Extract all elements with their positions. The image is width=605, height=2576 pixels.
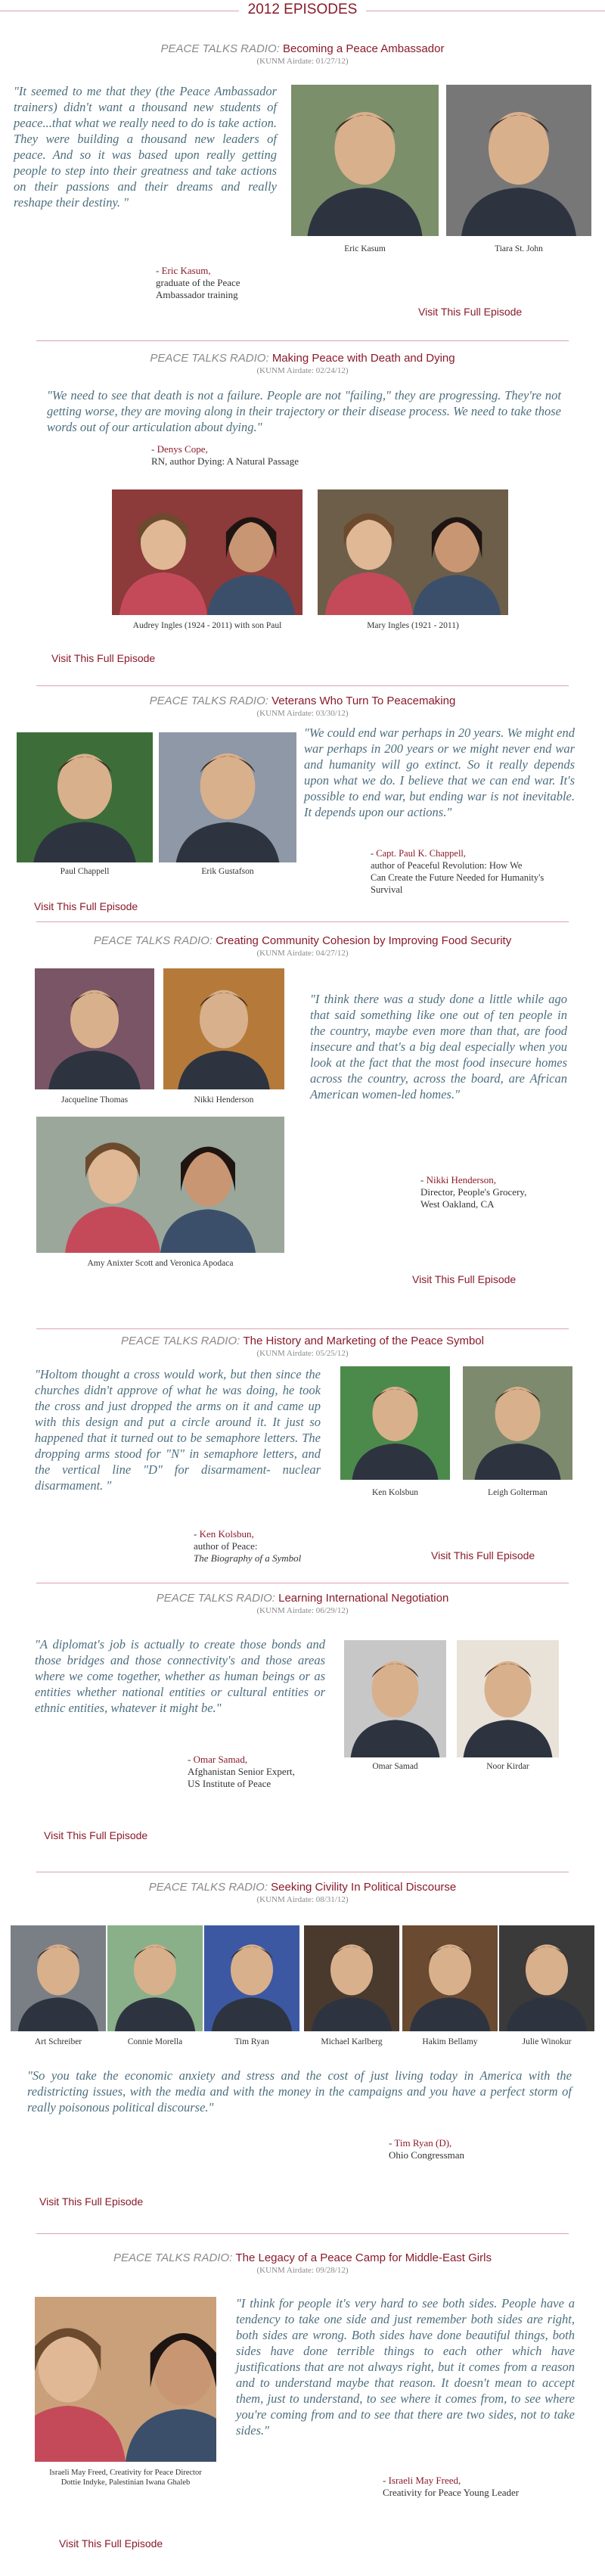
show-prefix: PEACE TALKS RADIO: <box>160 42 283 55</box>
episode-title: Veterans Who Turn To Peacemaking <box>271 694 456 707</box>
photo-julie-winokur <box>499 1925 594 2031</box>
year-heading: 2012 EPISODES <box>239 2 366 18</box>
caption: Mary Ingles (1921 - 2011) <box>367 621 459 630</box>
show-prefix: PEACE TALKS RADIO: <box>93 934 216 947</box>
attribution-line: Ambassador training <box>156 289 238 300</box>
photo-connie-morella <box>107 1925 203 2031</box>
caption: Erik Gustafson <box>201 867 254 876</box>
caption: Leigh Golterman <box>488 1488 548 1497</box>
show-prefix: PEACE TALKS RADIO: <box>148 1881 271 1894</box>
caption: Tiara St. John <box>495 244 543 253</box>
photo-amy-and-veronica <box>36 1117 284 1253</box>
attribution-name: Denys Cope, <box>157 443 208 455</box>
photo-nikki-henderson <box>163 968 284 1089</box>
episode-6-attribution: - Omar Samad, Afghanistan Senior Expert, US Institute of Peace <box>188 1754 295 1789</box>
episode-6-visit-link[interactable]: Visit This Full Episode <box>44 1829 148 1841</box>
attribution-line: RN, author Dying: A Natural Passage <box>151 455 299 467</box>
divider <box>36 1328 569 1329</box>
photo-ken-kolsbun <box>340 1366 450 1480</box>
episode-8-attribution: - Israeli May Freed, Creativity for Peace Young Leader <box>383 2475 520 2498</box>
episode-4-quote: "I think there was a study done a little while ago that said something like one out of ten people in the country, maybe even more than that, are food insecure and that's a big deal especially when you look at the fact that the most food insecure homes across the country, across the board, are African American women-led homes." <box>310 992 567 1102</box>
episode-2-airdate: (KUNM Airdate: 02/24/12) <box>256 366 349 375</box>
episode-4-airdate: (KUNM Airdate: 04/27/12) <box>256 949 349 958</box>
attribution-name: Omar Samad, <box>193 1754 248 1765</box>
caption <box>30 2468 221 2487</box>
caption: Tim Ryan <box>234 2037 269 2046</box>
attribution-name: Capt. Paul K. Chappell, <box>376 848 467 859</box>
episode-5-visit-link[interactable]: Visit This Full Episode <box>431 1549 535 1561</box>
photo-mary-ingles <box>318 489 508 615</box>
attribution-line: Can Create the Future Needed for Humanity's <box>371 872 544 883</box>
photo-audrey-ingles <box>112 489 302 615</box>
caption: Eric Kasum <box>344 244 386 253</box>
episode-1-airdate: (KUNM Airdate: 01/27/12) <box>256 57 349 66</box>
episode-8-heading <box>0 2251 605 2264</box>
episode-2-visit-link[interactable]: Visit This Full Episode <box>51 652 156 664</box>
photo-tim-ryan <box>204 1925 299 2031</box>
show-prefix: PEACE TALKS RADIO: <box>149 694 272 707</box>
episode-3-heading <box>0 694 605 707</box>
attribution-line: author of Peaceful Revolution: How We <box>371 860 523 871</box>
photo-paul-chappell <box>17 732 153 862</box>
attribution-name: Israeli May Freed, <box>388 2475 461 2486</box>
caption-line: Dottie Indyke, Palestinian Iwana Ghaleb <box>60 2478 191 2487</box>
photo-jacqueline-thomas <box>35 968 154 1089</box>
episode-1-quote: "It seemed to me that they (the Peace Ambassador trainers) didn't want a thousand new students of peace...that what we really need to do is take action. They were building a thousand new leaders of peace. And so it was based upon really getting people to step into their greatness and take actions on their passions and their dreams and really reshape their destiny. " <box>14 84 277 210</box>
caption: Connie Morella <box>127 2037 183 2046</box>
episode-6-heading <box>0 1592 605 1605</box>
photo-eric-kasum <box>291 85 439 236</box>
photo-hakim-bellamy <box>402 1925 498 2031</box>
episode-7-airdate: (KUNM Airdate: 08/31/12) <box>256 1895 349 1904</box>
caption: Julie Winokur <box>522 2037 572 2046</box>
episode-4-heading <box>0 934 605 947</box>
show-prefix: PEACE TALKS RADIO: <box>121 1335 244 1347</box>
episode-8-visit-link[interactable]: Visit This Full Episode <box>59 2537 163 2550</box>
episode-1-attribution: - Eric Kasum, graduate of the Peace Ambassador training <box>156 265 240 300</box>
episode-5-attribution: - Ken Kolsbun, author of Peace: The Biography of a Symbol <box>194 1528 302 1564</box>
episode-1-heading <box>0 42 605 55</box>
photo-noor-kirdar <box>457 1640 559 1757</box>
episode-title: The Legacy of a Peace Camp for Middle-East Girls <box>235 2251 492 2264</box>
episode-8-airdate: (KUNM Airdate: 09/28/12) <box>256 2266 349 2275</box>
episode-1-visit-link[interactable]: Visit This Full Episode <box>418 306 523 318</box>
attribution-line: author of Peace: <box>194 1540 258 1552</box>
episode-3-attribution: - Capt. Paul K. Chappell, author of Peaceful Revolution: How We Can Create the Future Needed for Humanity's Survival <box>371 848 544 895</box>
caption: Omar Samad <box>372 1762 418 1771</box>
episode-7-visit-link[interactable]: Visit This Full Episode <box>39 2195 144 2208</box>
episode-8-quote: "I think for people it's very hard to see both sides. People have a tendency to take one side and just remember both sides are right, both sides are wrong. Both sides have done beautiful things, both sides have done terrible things to each other which have justifications that are not always right, but it comes from a reason and to understand maybe that reason. It doesn't mean to accept them, just to understand, to see where it comes from, to see where you're coming from and to see that there are two sides, not to take sides." <box>236 2296 575 2438</box>
attribution-line: The Biography of a Symbol <box>194 1552 302 1564</box>
photo-tiara-st-john <box>446 85 591 236</box>
caption: Paul Chappell <box>60 867 110 876</box>
photo-omar-samad <box>344 1640 446 1757</box>
episode-5-quote: "Holtom thought a cross would work, but then since the churches didn't approve of what he was doing, he took the cross and just dropped the arms on it and came up with this design and put a circle around it. It just so happened that it turned out to be semaphore letters. The dropping arms stood for "N" in semaphore letters, and the vertical line "D" for disarmament- nuclear disarmament. " <box>35 1367 321 1493</box>
attribution-line: Afghanistan Senior Expert, <box>188 1766 295 1777</box>
attribution-line: Director, People's Grocery, <box>420 1186 527 1198</box>
divider <box>36 2233 569 2234</box>
episode-title: Seeking Civility In Political Discourse <box>271 1881 457 1894</box>
attribution-line: Ohio Congressman <box>389 2149 465 2161</box>
photo-art-schreiber <box>11 1925 106 2031</box>
divider <box>36 685 569 686</box>
caption-line: Israeli May Freed, Creativity for Peace Director <box>49 2469 202 2477</box>
caption: Michael Karlberg <box>321 2037 383 2046</box>
caption: Jacqueline Thomas <box>60 1095 129 1105</box>
episode-6-quote: "A diplomat's job is actually to create those bonds and those bridges and those connectivity's and those areas where we come together, whether as human beings or as entities whether national entities or cultural entities or ethnic entities, whatever it might be." <box>35 1637 325 1715</box>
photo-erik-gustafson <box>159 732 296 862</box>
caption: Audrey Ingles (1924 - 2011) with son Paul <box>132 621 282 630</box>
caption: Ken Kolsbun <box>371 1488 418 1497</box>
episode-2-attribution: - Denys Cope, RN, author Dying: A Natural Passage <box>151 443 299 467</box>
attribution-name: Tim Ryan (D), <box>394 2137 452 2149</box>
attribution-name: Eric Kasum, <box>161 265 211 276</box>
episode-3-visit-link[interactable]: Visit This Full Episode <box>34 900 138 912</box>
episode-3-quote: "We could end war perhaps in 20 years. We might end war perhaps in 200 years or we might never end war and humanity will go extinct. So it really depends upon what we do. I believe that we can end war. It's possible to end war, but ending war is not inevitable. It depends upon our actions." <box>304 726 575 819</box>
episode-title: Making Peace with Death and Dying <box>271 352 455 365</box>
caption: Nikki Henderson <box>194 1095 254 1105</box>
episode-5-heading <box>0 1335 605 1347</box>
photo-peace-camp-group <box>35 2297 216 2462</box>
attribution-name: Nikki Henderson, <box>426 1174 497 1185</box>
attribution-line: Survival <box>371 884 403 895</box>
episode-6-airdate: (KUNM Airdate: 06/29/12) <box>256 1606 349 1615</box>
show-prefix: PEACE TALKS RADIO: <box>156 1592 279 1605</box>
show-prefix: PEACE TALKS RADIO: <box>113 2251 236 2264</box>
show-prefix: PEACE TALKS RADIO: <box>150 352 272 365</box>
caption: Hakim Bellamy <box>422 2037 478 2046</box>
photo-michael-karlberg <box>304 1925 399 2031</box>
attribution-line: West Oakland, CA <box>420 1198 495 1210</box>
episode-title: Learning International Negotiation <box>278 1592 449 1605</box>
attribution-line: Creativity for Peace Young Leader <box>383 2487 520 2498</box>
episode-7-attribution: - Tim Ryan (D), Ohio Congressman <box>389 2137 465 2161</box>
attribution-name: Ken Kolsbun, <box>199 1528 254 1540</box>
attribution-line: graduate of the Peace <box>156 277 240 288</box>
caption: Art Schreiber <box>34 2037 82 2046</box>
episode-4-visit-link[interactable]: Visit This Full Episode <box>412 1273 517 1285</box>
episode-title: The History and Marketing of the Peace Symbol <box>243 1335 484 1347</box>
episode-7-quote: "So you take the economic anxiety and stress and the cost of just living today in America with the redistricting issues, with the media and with the money in the campaigns and you have a perfect storm of really poisonous political discourse." <box>27 2068 572 2115</box>
caption: Amy Anixter Scott and Veronica Apodaca <box>87 1259 234 1268</box>
attribution-line: US Institute of Peace <box>188 1778 271 1789</box>
episode-title: Creating Community Cohesion by Improving Food Security <box>216 934 512 947</box>
divider <box>36 921 569 922</box>
episode-4-attribution: - Nikki Henderson, Director, People's Grocery, West Oakland, CA <box>420 1174 527 1210</box>
episode-7-heading <box>0 1881 605 1894</box>
episode-5-airdate: (KUNM Airdate: 05/25/12) <box>256 1349 349 1358</box>
photo-leigh-golterman <box>463 1366 572 1480</box>
episode-2-heading <box>0 352 605 365</box>
caption: Noor Kirdar <box>486 1762 529 1771</box>
episode-title: Becoming a Peace Ambassador <box>282 42 445 55</box>
episode-3-airdate: (KUNM Airdate: 03/30/12) <box>256 709 349 718</box>
episode-2-quote: "We need to see that death is not a failure. People are not "failing," they are progressing. They're not getting worse, they are moving along in their trajectory or their disease process. We need to take those words out of our articulation about dying." <box>47 388 561 434</box>
divider <box>36 340 569 341</box>
